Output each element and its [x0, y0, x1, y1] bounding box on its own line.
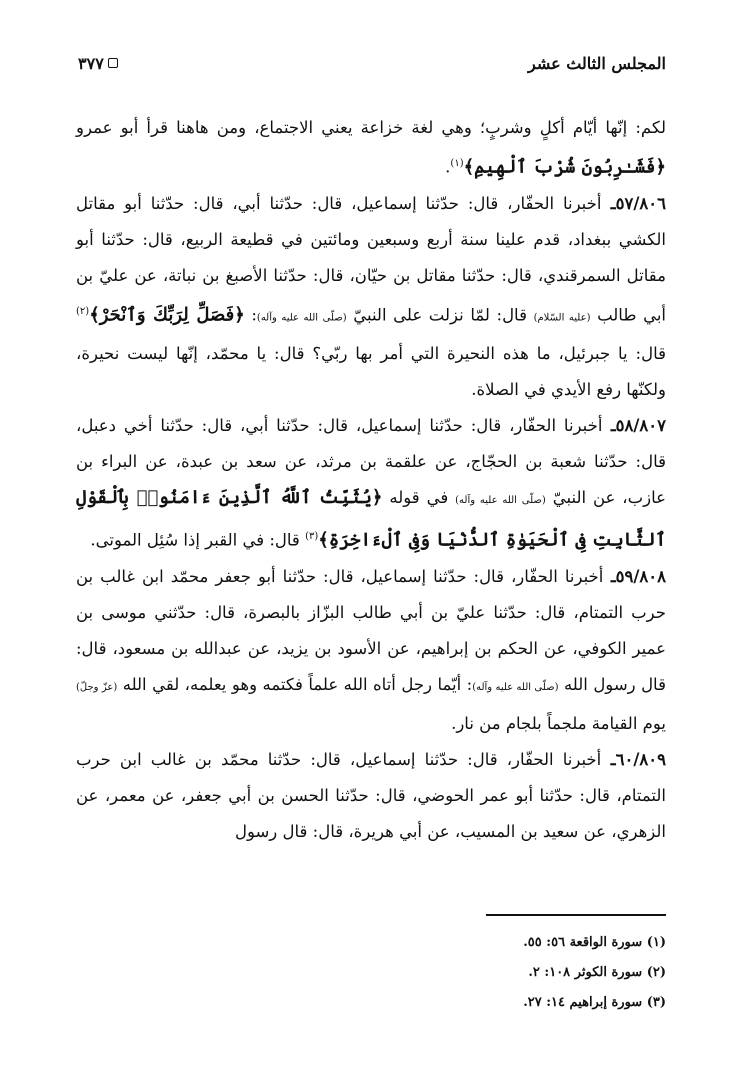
text-span: : [244, 305, 257, 324]
text-span: أخبرنا الحفّار، قال: حدّثنا إسماعيل، قال: حدّثنا أبي، قال: حدّثنا أبو مقاتل الكشي ببغداد، قدم علينا سنة أربع وسبعين ومائتين في قطيعة الربيع، قال: حدّثنا أبو مقاتل السمرقندي، قال: حدّثنا مقاتل بن حيّان، قال: حدّثنا الأصبغ بن نباتة، عن عليّ بن أبي طالب [76, 193, 666, 324]
footnote-ref: (١) [450, 158, 464, 169]
text-span: (صلّى الله عليه وآله) [472, 681, 559, 693]
hadith-number: ٥٧/٨٠٦ـ [601, 193, 666, 213]
paragraph [76, 110, 666, 186]
page-number-group [78, 54, 118, 73]
footnote-2: (٢) سورة الكوثر ١٠٨: ٢. [528, 965, 666, 980]
text-span: في قوله [382, 488, 456, 507]
paragraph [76, 408, 666, 559]
text-span: يوم القيامة ملجماً بلجام من نار. [451, 713, 666, 733]
footnote-1: (١) سورة الواقعة ٥٦: ٥٥. [523, 935, 666, 950]
paragraph [76, 186, 666, 409]
text-span: (صلّى الله عليه وآله) [455, 495, 546, 506]
quran-verse: ﴿يُثَبِّتُ ٱللَّهُ ٱلَّذِينَ ءَامَنُوا۟ بِٱلْقَوْلِ ٱلثَّابِتِ فِى ٱلْحَيَوٰةِ ٱلدُّنْيَا وَفِى ٱلْءَاخِرَةِ﴾ [76, 487, 666, 551]
text-span: قال: لمّا نزلت على النبيّ [346, 305, 534, 324]
footnote-ref: (٢) [76, 305, 90, 317]
footnote-ref: (٣) [305, 531, 319, 542]
footnote-divider [486, 914, 666, 916]
hadith-number: ٥٩/٨٠٨ـ [603, 566, 666, 586]
page-number: ٣٧٧ [78, 53, 104, 73]
text-span: قال: في القبر إذا سُئِل الموتى. [90, 530, 306, 550]
text-span: : أيّما رجل أتاه الله علماً فكتمه وهو يعلمه، لقي الله [117, 674, 473, 694]
quran-verse: ﴿فَشَـٰرِبُونَ شُرْبَ ٱلْهِيمِ﴾ [463, 156, 666, 178]
footnotes [266, 928, 666, 1018]
text-span: أخبرنا الحفّار، قال: حدّثنا إسماعيل، قال: حدّثنا محمّد بن غالب ابن حرب التمتام، قال: حدّثنا أبو عمر الحوضي، قال: حدّثنا الحسن بن أبي جعفر، عن معمر، عن الزهري، عن سعيد بن المسيب، عن أبي هريرة، قال: قال رسول [76, 749, 666, 841]
text-span: (عزّ وجلّ) [76, 681, 118, 693]
hadith-number: ٥٨/٨٠٧ـ [602, 416, 666, 435]
text-span: (عليه السّلام) [533, 312, 591, 323]
hadith-number: ٦٠/٨٠٩ـ [601, 749, 666, 769]
paragraph [76, 742, 666, 850]
text-span: لكم: إنّها أيّام أكلٍ وشربٍ؛ وهي لغة خزاعة يعني الاجتماع، ومن هاهنا قرأ أبو عمرو [76, 118, 666, 137]
text-span: (صلّى الله عليه وآله) [256, 312, 347, 323]
footnote-3: (٣) سورة إبراهيم ١٤: ٢٧. [523, 995, 666, 1010]
text-span: قال: يا جبرئيل، ما هذه النحيرة التي أمر بها ربّي؟ قال: يا محمّد، إنّها ليست نحيرة، ولكنّها رفع الأيدي في الصلاة. [76, 344, 666, 399]
text-span: أخبرنا الحفّار، قال: حدّثنا إسماعيل، قال: حدّثنا أبي، قال: حدّثنا أخي دعبل، قال: حدّثنا شعبة بن الحجّاج، عن علقمة بن مرثد، عن سعد بن عبدة، عن البراء بن عازب، عن النبيّ [76, 416, 666, 507]
quran-verse: ﴿فَصَلِّ لِرَبِّكَ وَٱنْحَرْ﴾ [89, 304, 245, 325]
page-header [78, 48, 666, 78]
text-span: . [445, 157, 451, 177]
paragraph [76, 559, 666, 742]
square-icon [108, 58, 118, 68]
text-span: أخبرنا الحفّار، قال: حدّثنا إسماعيل، قال: حدّثنا أبو جعفر محمّد ابن غالب بن حرب التمتام، قال: حدّثنا عليّ بن أبي طالب البزّاز بالبصرة، قال: حدّثني موسى بن عمير الكوفي، عن الحكم بن إبراهيم، عن الأسود بن يزيد، عن عبدالله بن مسعود، قال: قال رسول الله [76, 566, 666, 694]
body-text [76, 110, 666, 850]
chapter-title: المجلس الثالث عشر [528, 53, 666, 73]
